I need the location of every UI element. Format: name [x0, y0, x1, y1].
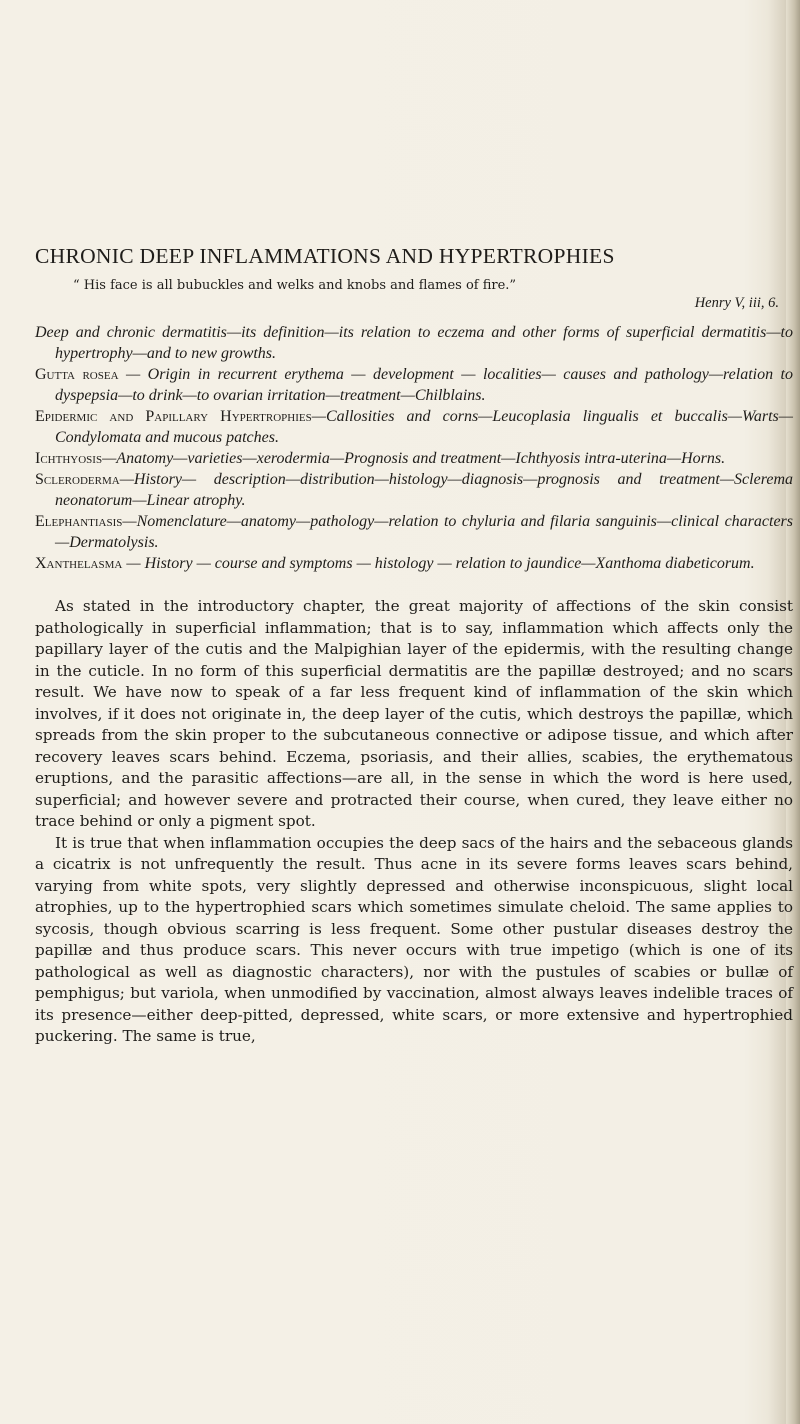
syllabus-text: —Nomenclature—anatomy—pathology—relation to chyluria and filaria sanguinis—clinical characters—Dermatolysis. — [55, 513, 793, 551]
syllabus-lead: Epidermic and Papillary Hypertrophies — [35, 408, 312, 425]
syllabus-text: — Origin in recurrent erythema — development — localities— causes and pathology—relation to dyspepsia—to drink—to ovarian irritation—treatment—Chilblains. — [55, 366, 793, 404]
syllabus-entry — [35, 469, 793, 511]
syllabus-lead: Elephantiasis — [35, 513, 123, 530]
syllabus-entry — [35, 448, 793, 469]
syllabus-lead: Ichthyosis — [35, 450, 103, 467]
page-content — [35, 243, 793, 1048]
syllabus-text: —History— description—distribution—histology—diagnosis—prognosis and treatment—Sclerema neonatorum—Linear atrophy. — [55, 471, 793, 509]
syllabus-text: —Callosities and corns—Leucoplasia lingualis et buccalis—Warts—Condylomata and mucous patches. — [55, 408, 794, 446]
epigraph-attribution: Henry V, iii, 6. — [694, 295, 779, 311]
syllabus-entry — [35, 322, 793, 364]
chapter-title: CHRONIC DEEP INFLAMMATIONS AND HYPERTROPHIES — [35, 244, 615, 268]
syllabus-text: —Anatomy—varieties—xerodermia—Prognosis and treatment—Ichthyosis intra-uterina—Horns. — [102, 450, 726, 467]
syllabus-text: Deep and chronic dermatitis—its definition—its relation to eczema and other forms of superficial dermatitis—to hypertrophy—and to new growths. — [35, 324, 793, 362]
syllabus-lead: Xanthelasma — [35, 555, 123, 572]
chapter-syllabus — [35, 322, 793, 574]
body-paragraph: It is true that when inflammation occupies the deep sacs of the hairs and the sebaceous glands a cicatrix is not unfrequently the result. Thus acne in its severe forms leaves scars behind, varying from white spots, very slightly depressed and otherwise inconspicuous, slight local atrophies, up to the hypertrophied scars which sometimes simulate cheloid. The same applies to sycosis, though obvious scarring is less frequent. Some other pustular diseases destroy the papillæ and thus produce scars. This never occurs with true impetigo (which is one of its pathological as well as diagnostic characters), nor with the pustules of scabies or bullæ of pemphigus; but variola, when unmodified by vaccination, almost always leaves indelible traces of its presence—either deep-pitted, depressed, white scars, or more extensive and hypertrophied puckering. The same is true, — [35, 833, 793, 1045]
syllabus-entry — [35, 406, 793, 448]
syllabus-entry — [35, 364, 793, 406]
syllabus-lead: Scleroderma — [35, 471, 120, 488]
syllabus-text: — History — course and symptoms — histology — relation to jaundice—Xanthoma diabeticorum. — [122, 555, 755, 572]
body-paragraph: As stated in the introductory chapter, the great majority of affections of the skin consist pathologically in superficial inflammation; that is to say, inflammation which affects only the papillary layer of the cutis and the Malpighian layer of the epidermis, with the resulting change in the cuticle. In no form of this superficial dermatitis are the papillæ destroyed; and no scars result. We have now to speak of a far less frequent kind of inflammation of the skin which involves, if it does not originate in, the deep layer of the cutis, which destroys the papillæ, which spreads from the skin proper to the subcutaneous connective or adipose tissue, and which after recovery leaves scars behind. Eczema, psoriasis, and their allies, scabies, the erythematous eruptions, and the parasitic affections—are all, in the sense in which the word is here used, superficial; and however severe and protracted their course, when cured, they leave either no trace behind or only a pigment spot. — [35, 597, 793, 830]
epigraph-quote: “ His face is all bubuckles and welks and knobs and flames of fire.” — [73, 278, 517, 293]
syllabus-lead: Gutta rosea — [35, 366, 119, 383]
syllabus-entry — [35, 511, 793, 553]
syllabus-entry — [35, 553, 793, 574]
body-text — [35, 596, 793, 1048]
